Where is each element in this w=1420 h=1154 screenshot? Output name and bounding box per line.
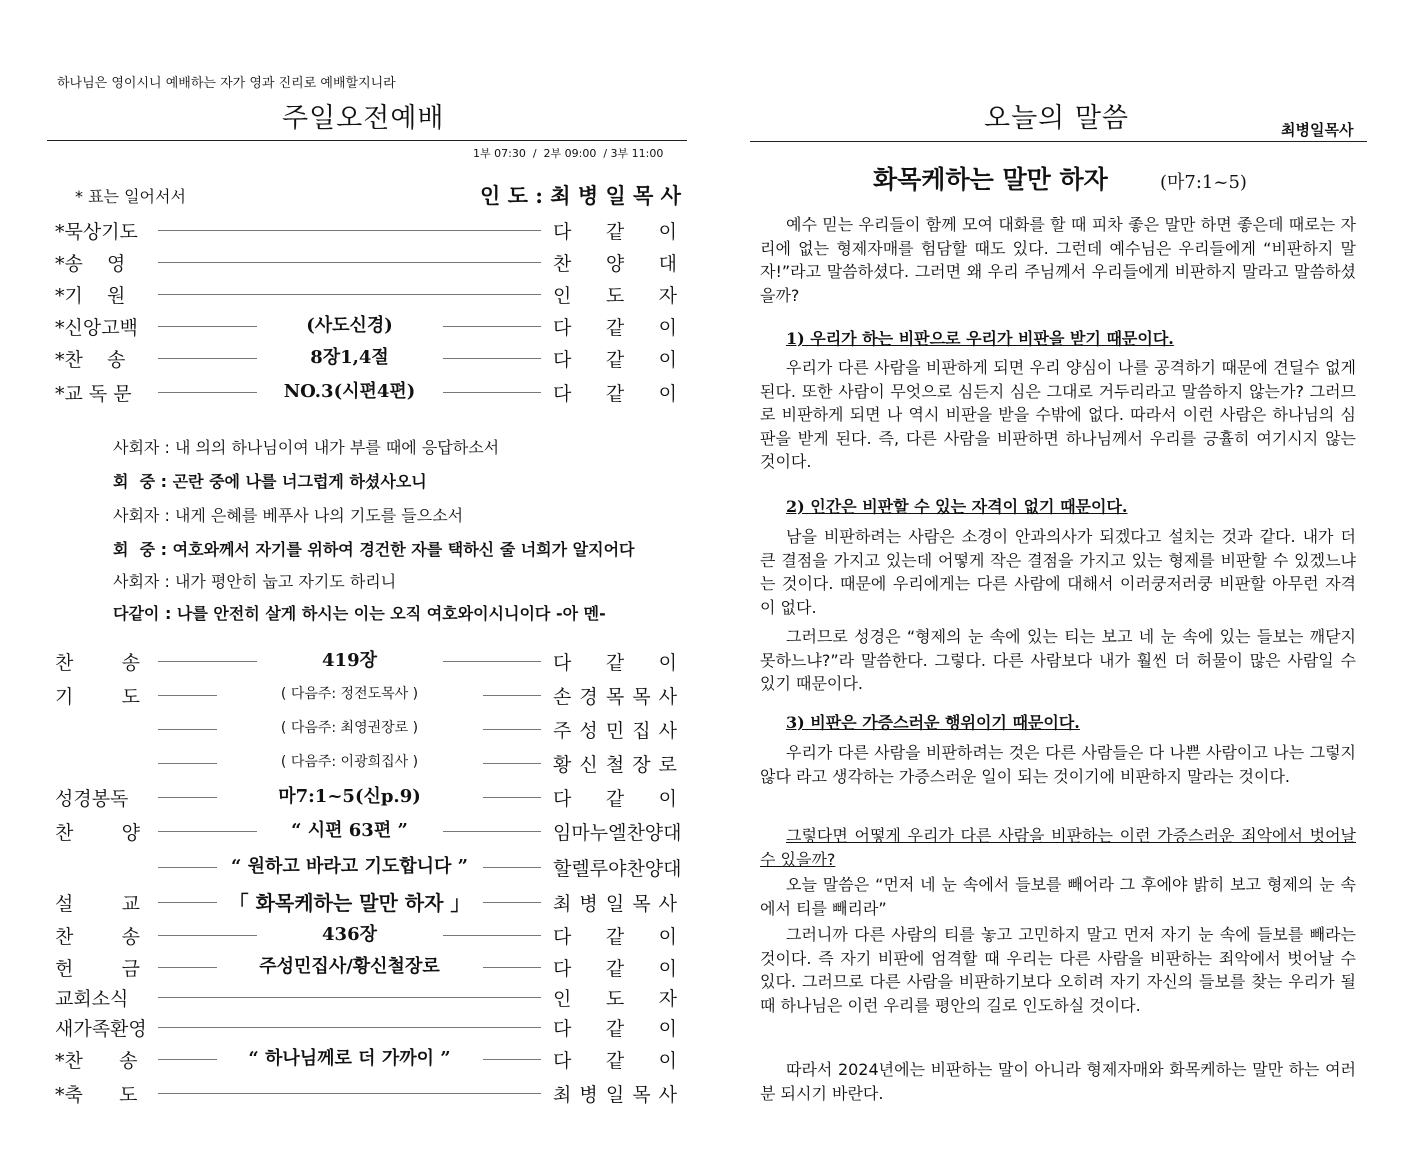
standing-note: * 표는 일어서서 xyxy=(75,187,186,206)
sermon-point-2: 2) 인간은 비판할 수 있는 자격이 없기 때문이다. xyxy=(786,497,1128,516)
responsive-separator: : xyxy=(159,572,175,591)
order-item xyxy=(55,748,677,778)
responsive-speaker: 회 중 xyxy=(113,472,156,491)
order-item-person: 할 렐 루 야 찬 양 대 xyxy=(553,858,682,880)
responsive-line xyxy=(113,601,606,624)
order-item xyxy=(55,782,677,812)
leader-line xyxy=(443,392,542,393)
leader-line xyxy=(483,763,542,764)
responsive-text: 나를 안전히 살게 하시는 이는 오직 여호와이시니이다 -아 멘- xyxy=(176,604,606,623)
order-item-label: 찬 송 xyxy=(55,652,141,674)
leader-line xyxy=(158,262,541,263)
sermon-paragraph-5: 우리가 다른 사람을 비판하려는 것은 다른 사람들은 다 나쁜 사람이고 나는 그렇지 않다 라고 생각하는 가증스러운 일이 되는 것이기에 비판하지 말라는 것이다. xyxy=(760,743,1356,786)
order-item-person: 손 경 목 목 사 xyxy=(553,686,677,708)
leader-line xyxy=(158,935,257,936)
order-item-person: 다 같 이 xyxy=(553,383,677,405)
responsive-line xyxy=(113,569,396,592)
order-item xyxy=(55,646,677,676)
leader-line xyxy=(158,997,541,998)
sermon-title: 화목케하는 말만 하자 xyxy=(873,165,1108,194)
order-item-label: 찬 양 xyxy=(55,822,141,844)
order-item-person: 다 같 이 xyxy=(553,1018,677,1040)
responsive-line xyxy=(113,503,463,526)
leader-line xyxy=(158,230,541,231)
order-item-detail: (사도신경) xyxy=(306,315,393,336)
leader-line xyxy=(158,763,217,764)
responsive-speaker: 회 중 xyxy=(113,540,156,559)
order-item-detail: ( 다음주: 최영권장로 ) xyxy=(280,720,419,736)
leader-line xyxy=(483,867,542,868)
order-item-label: *기 원 xyxy=(55,285,126,307)
order-item xyxy=(55,952,677,982)
order-item-detail: “ 시편 63편 ” xyxy=(291,820,408,841)
order-item-label: 헌 금 xyxy=(55,958,141,980)
leader-line xyxy=(483,695,542,696)
order-item xyxy=(55,680,677,710)
order-item xyxy=(55,377,677,407)
order-item xyxy=(55,215,677,245)
order-item-detail: ( 다음주: 정전도목사 ) xyxy=(280,686,419,702)
order-item-label: 기 도 xyxy=(55,686,141,708)
leader-line xyxy=(158,867,217,868)
responsive-line xyxy=(113,537,635,560)
sermon-point-3: 3) 비판은 가증스러운 행위이기 때문이다. xyxy=(786,713,1080,732)
responsive-text: 내게 은혜를 베푸사 나의 기도를 들으소서 xyxy=(174,506,464,525)
order-item-label: 새가족환영 xyxy=(55,1018,147,1040)
leader-line xyxy=(483,1059,542,1060)
order-item-detail: 주성민집사/황신철장로 xyxy=(259,956,440,977)
order-item-person: 인 도 자 xyxy=(553,285,677,307)
sermon-point-1: 1) 우리가 하는 비판으로 우리가 비판을 받기 때문이다. xyxy=(786,329,1174,348)
order-item xyxy=(55,1044,677,1074)
order-item xyxy=(55,343,677,373)
order-item-detail: NO.3(시편4편) xyxy=(283,381,416,402)
leader-line xyxy=(158,695,217,696)
order-item xyxy=(55,816,682,846)
service-times: 1부 07:30 / 2부 09:00 / 3부 11:00 xyxy=(473,147,664,160)
order-item-label: 설 교 xyxy=(55,893,141,915)
order-item-detail: 마7:1~5(신p.9) xyxy=(278,786,421,807)
order-item-person: 최 병 일 목 사 xyxy=(553,893,677,915)
order-item xyxy=(55,311,677,341)
responsive-separator: : xyxy=(159,506,175,525)
responsive-line xyxy=(113,469,427,492)
order-item xyxy=(55,279,677,309)
order-item-person: 다 같 이 xyxy=(553,926,677,948)
responsive-separator: : xyxy=(159,438,175,457)
order-item xyxy=(55,247,677,277)
order-item-label: *묵상기도 xyxy=(55,221,138,243)
responsive-speaker: 사회자 xyxy=(113,438,160,457)
responsive-separator: : xyxy=(155,472,173,491)
order-item-detail: “ 원하고 바라고 기도합니다 ” xyxy=(230,856,469,877)
order-item-person: 다 같 이 xyxy=(553,958,677,980)
leader-line xyxy=(158,392,257,393)
order-item-person: 다 같 이 xyxy=(553,1050,677,1072)
sermon-paragraph-8: 따라서 2024년에는 비판하는 말이 아니라 형제자매와 화목케하는 말만 하는 여러분 되시기 바란다. xyxy=(760,1060,1356,1103)
sermon-paragraph-4: 그러므로 성경은 “형제의 눈 속에 있는 티는 보고 네 눈 속에 있는 들보는 깨닫지 못하느냐?”라 말씀한다. 그렇다. 다른 사람보다 내가 훨씬 더 허물이 많은 사람일 수 있기 때문이다. xyxy=(760,627,1356,694)
sermon-page-title: 오늘의 말씀 xyxy=(984,103,1129,134)
leader-line xyxy=(443,831,542,832)
leader-line xyxy=(158,661,257,662)
leader-line xyxy=(158,729,217,730)
leader-line xyxy=(443,661,542,662)
sermon-paragraph-7: 그러니까 다른 사람의 티를 놓고 고민하지 말고 먼저 자기 눈 속에 들보를 빼라는 것이다. 즉 자기 비판에 엄격할 때 우리는 다른 사람을 비판하는 죄악에서 벗어날 수 있다. 그러므로 다른 사람을 비판하기보다 오히려 자기 자신의 들보를 찾는 우리가 될 때 하나님은 이런 우리를 평안의 길로 인도하실 것이다. xyxy=(760,925,1356,1015)
responsive-separator: : xyxy=(155,540,173,559)
order-item-detail: ( 다음주: 이광희집사 ) xyxy=(280,754,419,770)
sermon-paragraph-2: 우리가 다른 사람을 비판하게 되면 우리 양심이 나를 공격하기 때문에 견딜수 없게 된다. 또한 사람이 무엇으로 심든지 심은 그대로 거두리라고 말씀하지 않는가? 그러므로 비판하게 되면 나 역시 비판을 받을 수밖에 없다. 따라서 이런 사람은 하나님의 심판을 받게 된다. 즉, 다른 사람을 비판하면 하나님께서 우리를 긍휼히 여기시지 않는 것이다. xyxy=(760,358,1356,472)
sermon-question: 그렇다면 어떻게 우리가 다른 사람을 비판하는 이런 가증스러운 죄악에서 벗어날 수 있을까? xyxy=(760,826,1356,869)
order-item-person: 다 같 이 xyxy=(553,317,677,339)
responsive-text: 내가 평안히 눕고 자기도 하리니 xyxy=(174,572,397,591)
responsive-text: 곤란 중에 나를 너그럽게 하셨사오니 xyxy=(172,472,427,491)
leader-line xyxy=(158,902,217,903)
leader-line xyxy=(483,797,542,798)
leader-line xyxy=(443,358,542,359)
order-item-person: 다 같 이 xyxy=(553,221,677,243)
order-item-detail: 「 화목케하는 말만 하자 」 xyxy=(228,891,471,915)
leader-line xyxy=(483,902,542,903)
motto: 하나님은 영이시니 예배하는 자가 영과 진리로 예배할지니라 xyxy=(57,76,396,91)
sermon-paragraph-1: 예수 믿는 우리들이 함께 모여 대화를 할 때 피차 좋은 말만 하면 좋은데 때로는 자리에 없는 형제자매를 험담할 때도 있다. 그런데 예수님은 우리들에게 “비판하지 말자!”라고 말씀하셨다. 그러면 왜 우리 주님께서 우리들에게 비판하지 말라고 말씀하셨을까? xyxy=(760,215,1356,305)
order-item-person: 다 같 이 xyxy=(553,652,677,674)
responsive-text: 여호와께서 자기를 위하여 경건한 자를 택하신 줄 너희가 알지어다 xyxy=(172,540,635,559)
order-item-person: 황 신 철 장 로 xyxy=(553,754,677,776)
order-item xyxy=(55,1012,677,1042)
order-item-person: 찬 양 대 xyxy=(553,253,677,275)
service-leader: 인 도 : 최 병 일 목 사 xyxy=(480,183,681,208)
leader-line xyxy=(158,967,217,968)
leader-line xyxy=(158,1059,217,1060)
order-item-label: 교회소식 xyxy=(55,988,129,1010)
responsive-text: 내 의의 하나님이여 내가 부를 때에 응답하소서 xyxy=(174,438,500,457)
leader-line xyxy=(158,831,257,832)
leader-line xyxy=(443,935,542,936)
leader-line xyxy=(483,729,542,730)
order-item-person: 최 병 일 목 사 xyxy=(553,1084,677,1106)
order-item-label: *교 독 문 xyxy=(55,383,132,405)
order-item-detail: 419장 xyxy=(322,650,377,671)
title-divider xyxy=(47,140,687,141)
leader-line xyxy=(443,326,542,327)
sermon-paragraph-3: 남을 비판하려는 사람은 소경이 안과의사가 되겠다고 설치는 것과 같다. 내가 더 큰 결점을 가지고 있는데 어떻게 작은 결점을 가지고 있는 형제를 비판할 수 있겠느냐는 것이다. 때문에 우리에게는 다른 사람에 대해서 이러쿵저러쿵 비판할 아무런 자격이 없다. xyxy=(760,527,1356,617)
order-item xyxy=(55,714,677,744)
order-item xyxy=(55,920,677,950)
responsive-speaker: 다같이 xyxy=(113,604,160,623)
order-item xyxy=(55,982,677,1012)
order-item-person: 주 성 민 집 사 xyxy=(553,720,677,742)
sermon-paragraph-6: 오늘 말씀은 “먼저 네 눈 속에서 들보를 빼어라 그 후에야 밝히 보고 형제의 눈 속에서 티를 빼리라” xyxy=(760,875,1356,918)
order-item xyxy=(55,1078,677,1108)
responsive-line xyxy=(113,435,499,458)
page-title: 주일오전예배 xyxy=(282,103,445,134)
responsive-speaker: 사회자 xyxy=(113,506,160,525)
sermon-reference: (마7:1~5) xyxy=(1160,172,1247,193)
order-item-person: 다 같 이 xyxy=(553,349,677,371)
order-item-label: *축 도 xyxy=(55,1084,138,1106)
order-item xyxy=(55,887,677,917)
order-item xyxy=(55,852,682,882)
order-item-person: 다 같 이 xyxy=(553,788,677,810)
leader-line xyxy=(483,967,542,968)
leader-line xyxy=(158,797,217,798)
order-item-label: *찬 송 xyxy=(55,349,126,371)
order-item-label: *신앙고백 xyxy=(55,317,138,339)
leader-line xyxy=(158,1027,541,1028)
order-item-person: 임 마 누 엘 찬 양 대 xyxy=(553,822,682,844)
responsive-speaker: 사회자 xyxy=(113,572,160,591)
pastor-name: 최병일목사 xyxy=(1281,121,1354,139)
order-item-detail: 436장 xyxy=(322,924,377,945)
order-item-label: *송 영 xyxy=(55,253,126,275)
leader-line xyxy=(158,1093,541,1094)
responsive-separator: : xyxy=(159,604,177,623)
leader-line xyxy=(158,326,257,327)
order-item-label: 찬 송 xyxy=(55,926,141,948)
order-item-detail: 8장1,4절 xyxy=(310,347,389,368)
order-item-person: 인 도 자 xyxy=(553,988,677,1010)
leader-line xyxy=(158,294,541,295)
order-item-detail: “ 하나님께로 더 가까이 ” xyxy=(248,1048,451,1069)
sermon-divider xyxy=(750,141,1367,142)
order-item-label: 성경봉독 xyxy=(55,788,129,810)
order-item-label: *찬 송 xyxy=(55,1050,138,1072)
leader-line xyxy=(158,358,257,359)
